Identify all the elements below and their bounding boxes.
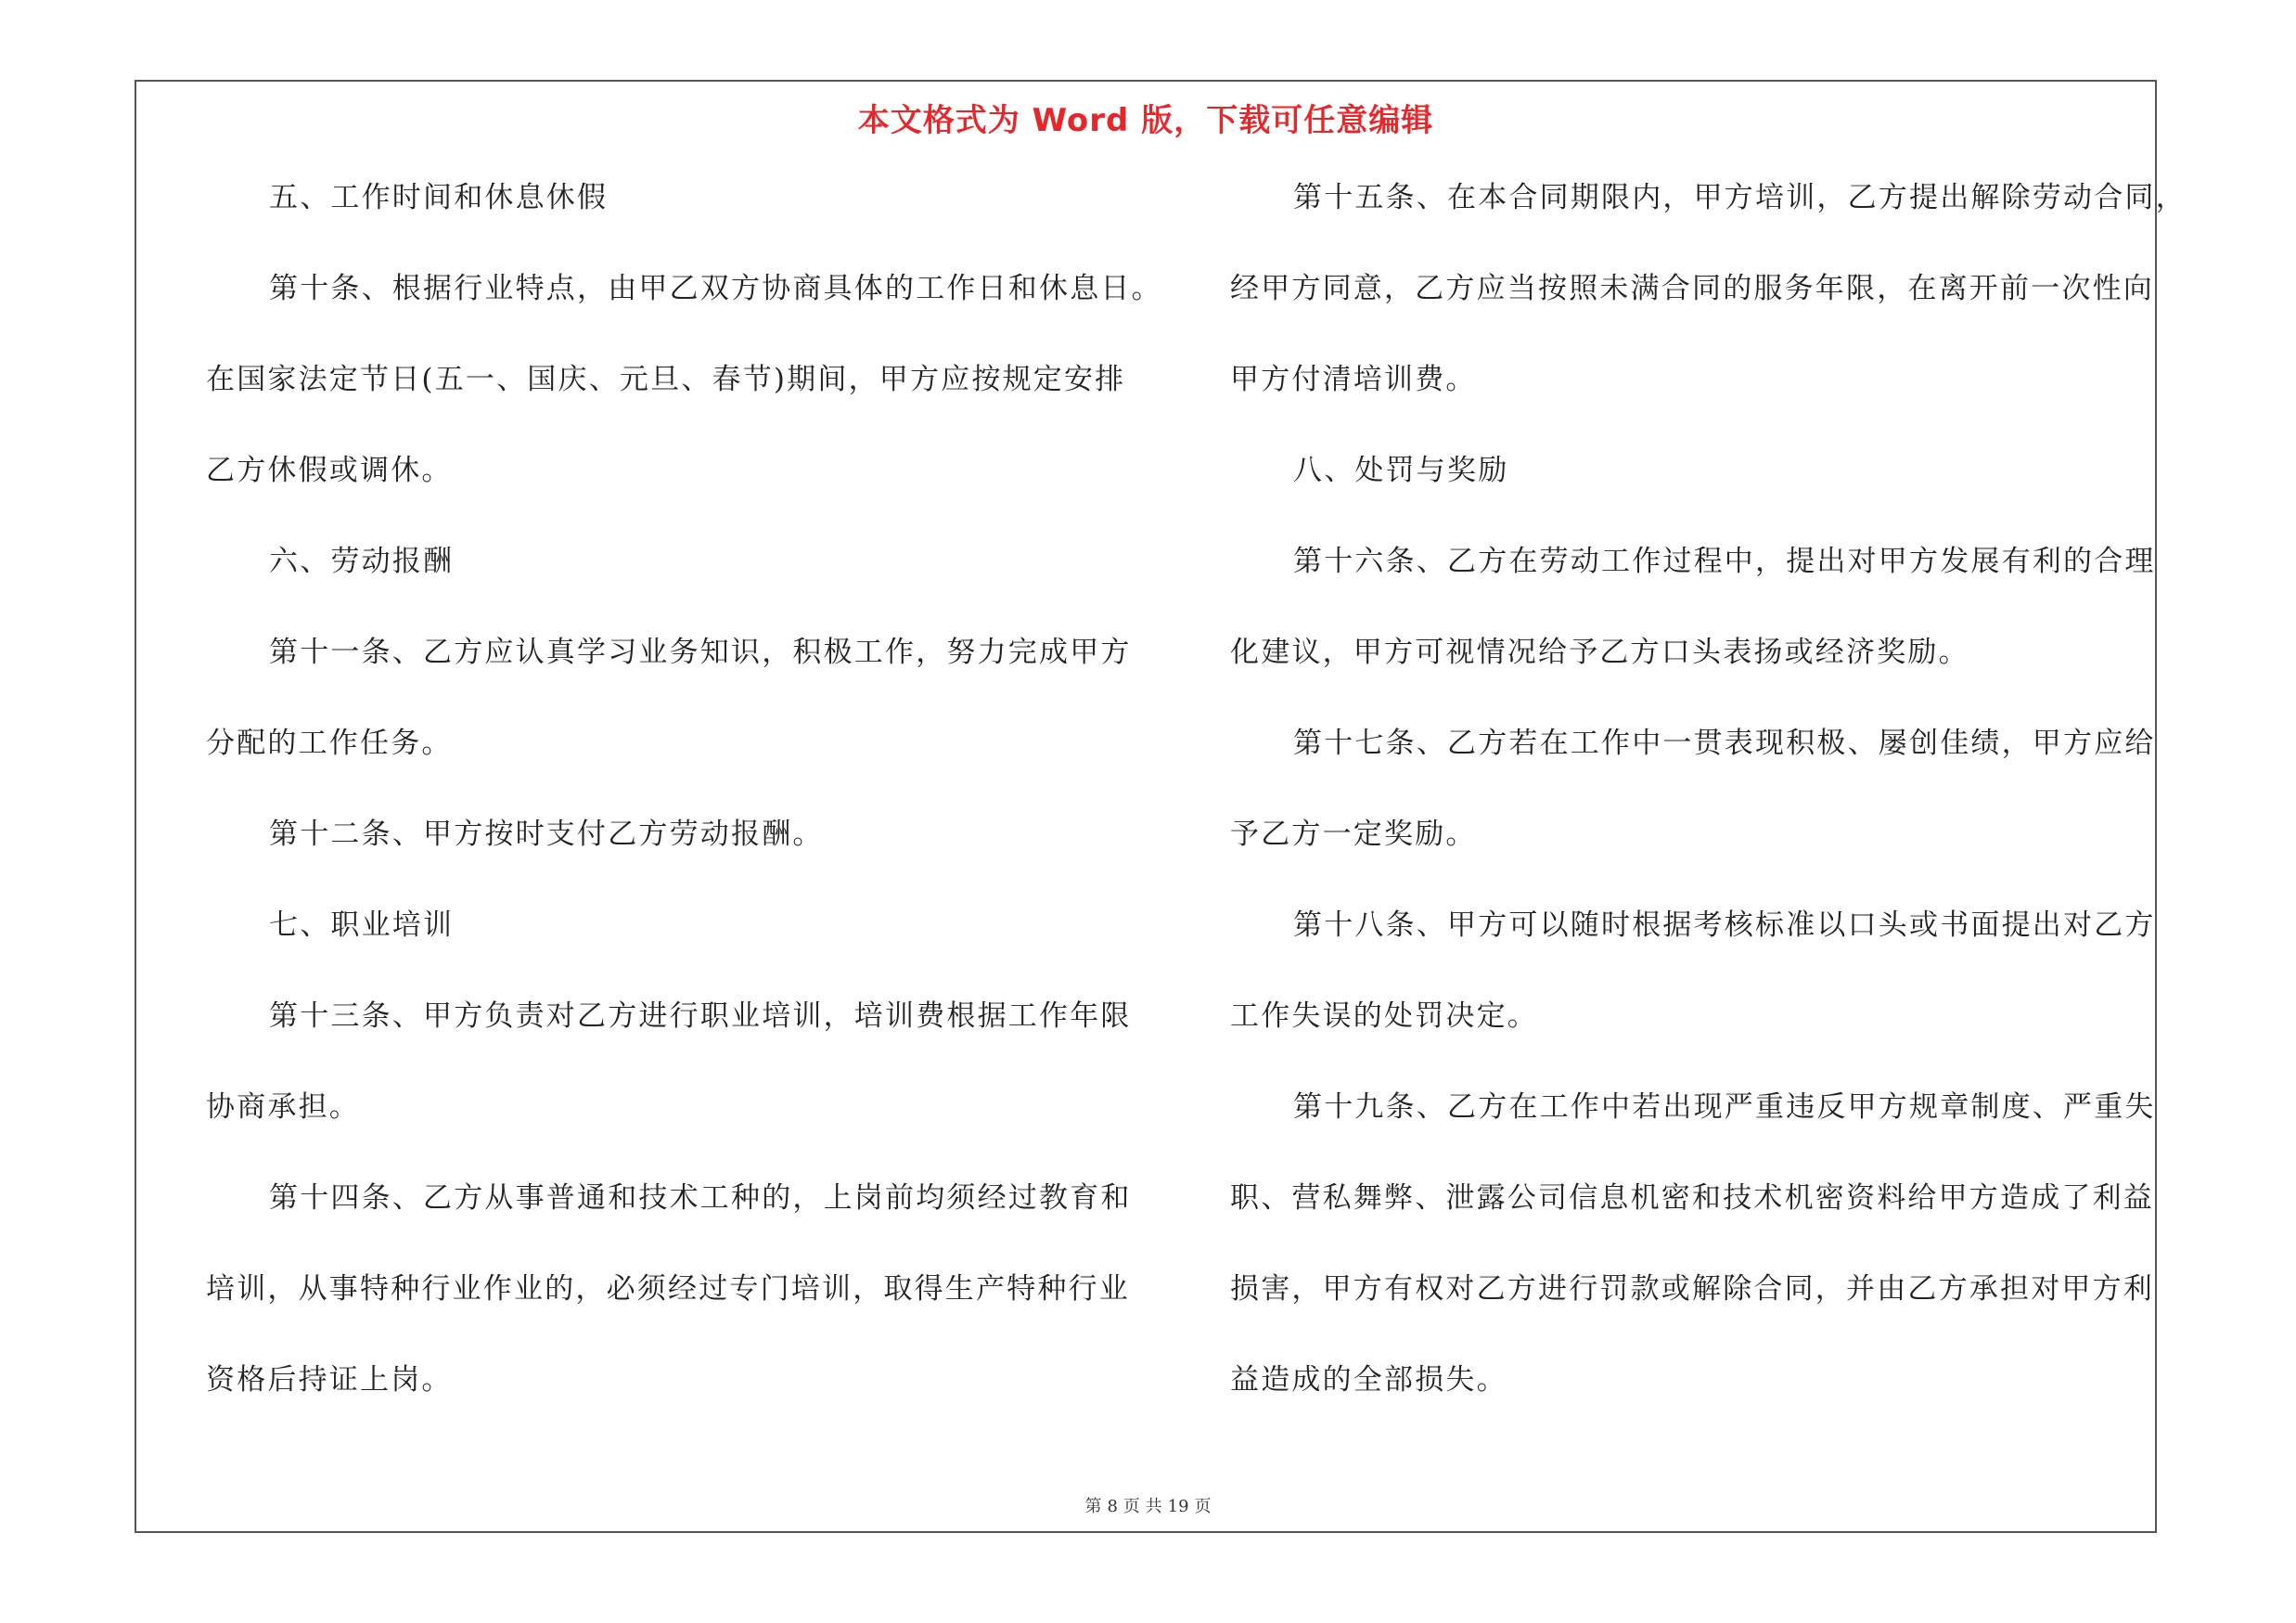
text-line: 第十九条、乙方在工作中若出现严重违反甲方规章制度、严重失 — [1293, 1090, 2156, 1124]
footer-suffix: 页 — [1194, 1497, 1212, 1516]
text-line: 六、劳动报酬 — [269, 545, 455, 578]
footer-prefix: 第 — [1084, 1497, 1102, 1516]
page-footer — [0, 1493, 2296, 1517]
header-banner: 本文格式为 Word 版，下载可任意编辑 — [857, 102, 1434, 139]
text-line: 第十八条、甲方可以随时根据考核标准以口头或书面提出对乙方 — [1293, 908, 2156, 942]
text-line: 化建议，甲方可视情况给予乙方口头表扬或经济奖励。 — [1230, 636, 1969, 669]
left-column — [206, 181, 1162, 1454]
footer-total-pages: 19 — [1167, 1497, 1189, 1516]
text-line: 职、营私舞弊、泄露公司信息机密和技术机密资料给甲方造成了利益 — [1230, 1181, 2154, 1215]
text-line: 经甲方同意，乙方应当按照未满合同的服务年限，在离开前一次性向 — [1230, 272, 2154, 305]
text-line: 培训，从事特种行业作业的，必须经过专门培训，取得生产特种行业 — [206, 1272, 1130, 1306]
text-line: 工作失误的处罚决定。 — [1230, 999, 1538, 1033]
footer-middle: 页 共 — [1122, 1497, 1162, 1516]
text-line: 八、处罚与奖励 — [1293, 454, 1509, 487]
text-line: 分配的工作任务。 — [206, 727, 453, 760]
text-line: 第十三条、甲方负责对乙方进行职业培训，培训费根据工作年限 — [269, 999, 1132, 1033]
text-line: 甲方付清培训费。 — [1230, 363, 1477, 396]
text-line: 资格后持证上岗。 — [206, 1363, 453, 1397]
text-line: 损害，甲方有权对乙方进行罚款或解除合同，并由乙方承担对甲方利 — [1230, 1272, 2154, 1306]
text-line: 第十一条、乙方应认真学习业务知识，积极工作，努力完成甲方 — [269, 636, 1132, 669]
text-line: 予乙方一定奖励。 — [1230, 818, 1477, 851]
text-line: 第十条、根据行业特点，由甲乙双方协商具体的工作日和休息日。 — [269, 272, 1162, 305]
text-line: 在国家法定节日(五一、国庆、元旦、春节)期间，甲方应按规定安排 — [206, 363, 1126, 396]
text-line: 益造成的全部损失。 — [1230, 1363, 1507, 1397]
right-column — [1230, 181, 2187, 1454]
text-line: 第十六条、乙方在劳动工作过程中，提出对甲方发展有利的合理 — [1293, 545, 2156, 578]
text-line: 第十四条、乙方从事普通和技术工种的，上岗前均须经过教育和 — [269, 1181, 1132, 1215]
footer-current-page: 8 — [1107, 1497, 1118, 1516]
text-line: 第十七条、乙方若在工作中一贯表现积极、屡创佳绩，甲方应给 — [1293, 727, 2156, 760]
text-line: 协商承担。 — [206, 1090, 360, 1124]
text-line: 五、工作时间和休息休假 — [269, 181, 609, 214]
text-line: 第十二条、甲方按时支付乙方劳动报酬。 — [269, 818, 824, 851]
text-line: 第十五条、在本合同期限内，甲方培训，乙方提出解除劳动合同， — [1293, 181, 2187, 214]
text-line: 乙方休假或调休。 — [206, 454, 453, 487]
text-line: 七、职业培训 — [269, 908, 455, 942]
